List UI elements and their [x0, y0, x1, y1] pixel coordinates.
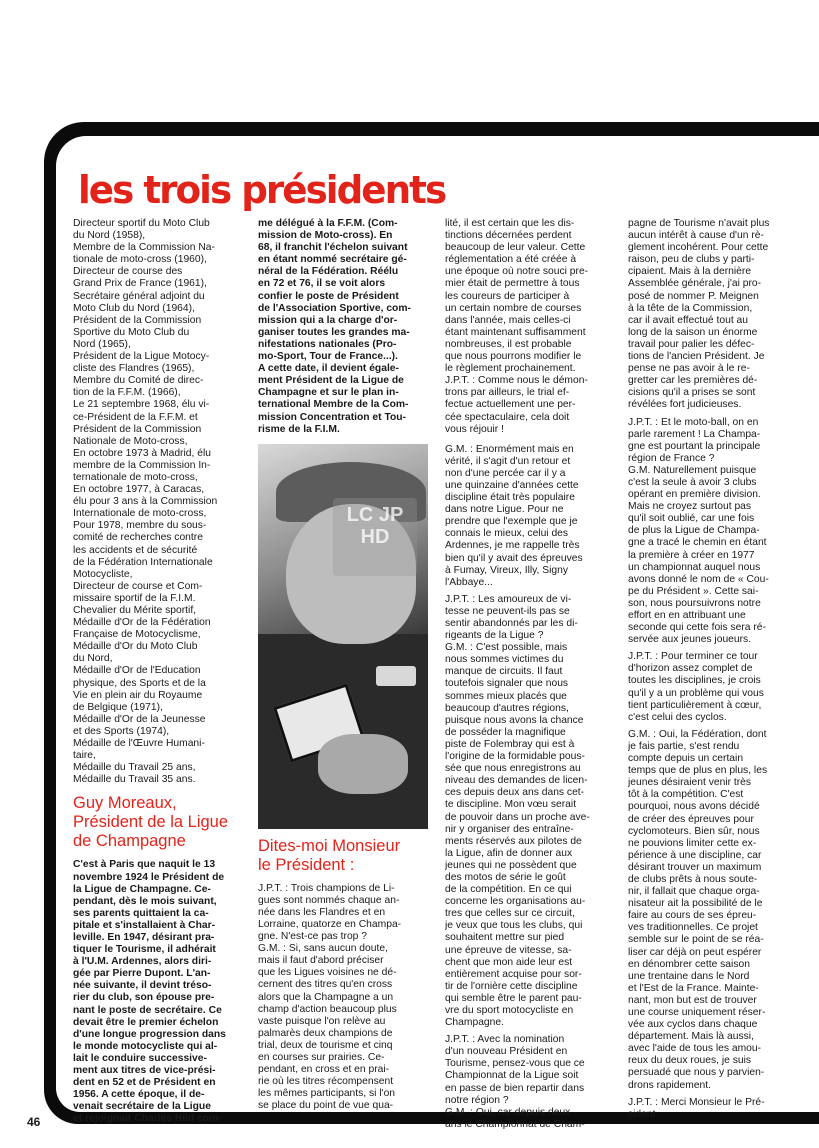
- text-line: cernent des titres qu'en cross: [258, 979, 393, 991]
- text-line: vous réjouir !: [445, 423, 504, 435]
- text-line: notre région ?: [445, 1094, 509, 1106]
- column-4: [628, 218, 808, 1121]
- text-line: ment aux titres de vice-prési-: [73, 1065, 216, 1076]
- text-line: le monde motocycliste qui al-: [73, 1040, 218, 1052]
- text-line: avons donné le nom de « Cou-: [628, 573, 769, 585]
- text-line: lité, il est certain que les dis-: [445, 218, 575, 229]
- text-line: ves traditionnelles. Ce projet: [628, 922, 758, 934]
- text-line: une course uniquement réser-: [628, 1007, 766, 1018]
- text-line: G.M. : C'est possible, mais: [445, 642, 568, 654]
- text-line: C'est à Paris que naquit le 13: [73, 859, 216, 871]
- text-line: se place du point de vue qua-: [258, 1100, 394, 1112]
- text-line: Médaille de l'Œuvre Humani-: [73, 738, 205, 750]
- text-line: ces depuis deux ans dans cet-: [445, 787, 585, 799]
- text-line: un certain nombre de courses: [445, 302, 582, 314]
- text-line: En octobre 1977, à Caracas,: [73, 484, 205, 496]
- text-line: puisque nous avons la chance: [445, 714, 584, 726]
- text-line: lait le conduire successive-: [73, 1052, 207, 1064]
- text-line: de l'Association Sportive, com-: [258, 302, 411, 314]
- text-line: pe du Président ». Cette sai-: [628, 585, 759, 597]
- text-line: ce-Président de la F.F.M. et: [73, 411, 198, 423]
- interview-paragraph: [445, 594, 615, 1029]
- text-line: ment Président de la Ligue de: [258, 375, 404, 387]
- text-line: ne pouvions limiter cette ex-: [628, 837, 757, 849]
- text-line: Médaille du Travail 35 ans.: [73, 774, 196, 786]
- text-line: mission de Moto-cross). En: [258, 230, 393, 242]
- text-line: Médaille d'Or de la Fédération: [73, 617, 211, 629]
- interview-paragraph: [628, 1097, 808, 1121]
- text-line: nombreuses, il est probable: [445, 338, 572, 350]
- text-line: car il avait effectué tout au: [628, 314, 749, 326]
- text-line: raison, peu de clubs y parti-: [628, 254, 755, 266]
- text-line: d'horizon assez complet de: [628, 663, 753, 675]
- text-line: gne est pourtant la principale: [628, 440, 761, 452]
- text-line: Sportive du Moto Club du: [73, 326, 190, 338]
- interview-subhead: [258, 837, 428, 875]
- text-line: sommes mieux placés que: [445, 690, 567, 702]
- text-line: A cette date, il devient égale-: [258, 363, 399, 375]
- text-line: tiquer le Tourisme, il adhérait: [73, 944, 216, 956]
- text-line: une épreuve de vitesse, sa-: [445, 944, 572, 956]
- text-line: née suivante, il devint tréso-: [73, 980, 212, 992]
- text-line: de pouvoir dans un proche ave-: [445, 811, 590, 823]
- text-line: discipline était très populaire: [445, 492, 575, 504]
- text-line: gues sont nommés chaque an-: [258, 894, 400, 906]
- text-line: ternational Membre de la Com-: [258, 399, 409, 411]
- text-line: des motos de série le goût: [445, 871, 566, 883]
- text-line: vée aux cyclos dans chaque: [628, 1019, 758, 1031]
- article-headline: les trois présidents: [78, 168, 446, 212]
- text-line: du Nord,: [73, 653, 113, 665]
- text-line: ganiser toutes les grandes ma-: [258, 326, 410, 338]
- text-line: gée par Pierre Dupont. L'an-: [73, 968, 211, 980]
- text-line: étant maintenant suffisamment: [445, 326, 586, 338]
- text-line: rier du club, son épouse pre-: [73, 992, 215, 1004]
- text-line: Motocycliste,: [73, 568, 133, 580]
- text-line: gretter car les premières dé-: [628, 375, 758, 387]
- text-line: je veux que tous les clubs, qui: [445, 920, 583, 932]
- text-line: G.M. : Enormément mais en: [445, 443, 574, 455]
- text-line: travail pour palier les défec-: [628, 338, 755, 350]
- text-line: souhaitent mettre sur pied: [445, 932, 565, 944]
- text-line: en dénombrer cette saison: [628, 958, 750, 970]
- interview-paragraph: [445, 218, 615, 436]
- text-line: toutes les disciplines, je crois: [628, 675, 761, 687]
- text-line: un championnat auquel nous: [628, 561, 761, 573]
- text-line: Le 21 septembre 1968, élu vi-: [73, 399, 210, 411]
- text-line: mier était de permettre à tous: [445, 278, 580, 290]
- text-line: Directeur de course des: [73, 266, 183, 278]
- text-line: J.P.T. : Et le moto-ball, on en: [628, 416, 759, 428]
- text-line: Médaille d'Or de l'Education: [73, 665, 201, 677]
- text-line: glement incohérent. Pour cette: [628, 242, 769, 254]
- text-line: Pour 1978, membre du sous-: [73, 520, 207, 532]
- text-line: de posséder la magnifique: [445, 726, 566, 738]
- interview-paragraph: [445, 1034, 615, 1131]
- text-line: long de la saison un énorme: [628, 326, 758, 338]
- text-line: tions de l'ancien Président. Je: [628, 351, 765, 363]
- text-line: une quinzaine d'années cette: [445, 479, 579, 491]
- page-number: 46: [27, 1115, 41, 1129]
- text-line: Président de la Ligue Motocy-: [73, 351, 210, 363]
- text-line: ternationale de moto-cross,: [73, 471, 198, 483]
- interview-paragraph: [445, 444, 615, 589]
- text-line: parle rarement ! La Champa-: [628, 428, 761, 440]
- text-line: en passe de bien repartir dans: [445, 1082, 585, 1094]
- text-line: J.P.T. : Merci Monsieur le Pré-: [628, 1096, 765, 1108]
- text-line: dent en 52 et de Président en: [73, 1077, 216, 1089]
- text-line: Directeur sportif du Moto Club: [73, 218, 210, 229]
- text-line: manque de circuits. Il faut: [445, 666, 563, 678]
- text-line: te discipline. Mon vœu serait: [445, 799, 577, 811]
- text-line: réglementation a été créée à: [445, 254, 577, 266]
- text-line: opérant en première division.: [628, 489, 761, 501]
- text-line: pagne de Tourisme n'avait plus: [628, 218, 770, 229]
- text-line: J.P.T. : Les amoureux de vi-: [445, 593, 572, 605]
- text-line: son, nous poursuivrons notre: [628, 597, 761, 609]
- text-line: faire au cours de ses épreu-: [628, 910, 757, 922]
- text-line: rie où les titres récompensent: [258, 1076, 394, 1088]
- text-line: Lorraine, quatorze en Champa-: [258, 918, 402, 930]
- text-line: le règlement prochainement.: [445, 363, 576, 375]
- text-line: née dans les Flandres et en: [258, 906, 386, 918]
- text-line: temps que de plus en plus, les: [628, 765, 768, 777]
- text-line: dans l'année, mais celles-ci: [445, 314, 571, 326]
- text-line: région de France ?: [628, 452, 715, 464]
- text-line: une trentaine dans le Nord: [628, 970, 750, 982]
- text-line: entièrement acquise pour sor-: [445, 968, 582, 980]
- text-line: G.M. : Oui, la Fédération, dont: [628, 728, 767, 740]
- text-line: missaire sportif de la F.I.M.: [73, 592, 196, 604]
- text-line: tres que celles sur ce circuit,: [445, 908, 575, 920]
- text-line: Directeur de course et Com-: [73, 580, 203, 592]
- text-line: en étant nommé secrétaire gé-: [258, 254, 407, 266]
- text-line: Membre du Comité de direc-: [73, 375, 204, 387]
- text-line: mais il faut d'abord préciser: [258, 955, 384, 967]
- text-line: et rejoignait Charles Hild com-: [73, 1113, 222, 1125]
- text-line: Secrétaire général adjoint du: [73, 290, 205, 302]
- bio-continuation: [258, 218, 428, 436]
- text-line: avec l'aide de tous les amou-: [628, 1043, 762, 1055]
- text-line: membre de la Commission In-: [73, 459, 211, 471]
- text-line: sident.: [628, 1108, 659, 1120]
- text-line: Médaille d'Or de la Jeunesse: [73, 713, 206, 725]
- text-line: alors que la Champagne a un: [258, 991, 394, 1003]
- text-line: tir de l'ornière cette discipline: [445, 980, 578, 992]
- text-line: l'origine de la formidable pous-: [445, 751, 585, 763]
- text-line: prendre que l'exemple que je: [445, 516, 578, 528]
- text-line: drons rapidement.: [628, 1079, 711, 1091]
- text-line: physique, des Sports et de la: [73, 677, 206, 689]
- text-line: Ardennes, je me rappelle très: [445, 540, 580, 552]
- text-line: élu pour 3 ans à la Commission: [73, 496, 218, 508]
- text-line: semble sur le point de se réa-: [628, 934, 764, 946]
- text-line: beaucoup de leur valeur. Cette: [445, 242, 586, 254]
- text-line: seconde qui cette fois sera ré-: [628, 622, 766, 634]
- interview-paragraph: [628, 218, 808, 412]
- text-line: Moto Club du Nord (1964),: [73, 302, 195, 314]
- text-line: tionale de moto-cross (1960),: [73, 254, 207, 266]
- text-line: J.P.T. : Comme nous le démon-: [445, 375, 588, 387]
- text-line: la Ligue de Champagne. Ce-: [73, 883, 211, 895]
- interview-paragraph: [628, 417, 808, 647]
- text-line: jeunes désiraient venir très: [628, 777, 752, 789]
- text-line: à Fumay, Vireux, Illy, Signy: [445, 564, 569, 576]
- text-line: Internationale de moto-cross,: [73, 508, 207, 520]
- text-line: nant le poste de secrétaire. Ce: [73, 1004, 222, 1016]
- text-line: gne a tracé le chemin en étant: [628, 537, 767, 549]
- text-line: cliste des Flandres (1965),: [73, 363, 195, 375]
- text-line: nir, il fallait que chaque orga-: [628, 886, 760, 898]
- text-line: jeunes qui ne possèdent que: [445, 859, 577, 871]
- text-line: en 72 et 76, il se voit alors: [258, 278, 386, 290]
- text-line: ans le Championnat de Cham-: [445, 1118, 585, 1130]
- watermark-logo: LC JP HD: [333, 498, 417, 576]
- text-line: Champagne.: [445, 1017, 504, 1029]
- text-line: Tourisme, pensez-vous que ce: [445, 1058, 585, 1070]
- text-line: cipaient. Mais à la dernière: [628, 266, 752, 278]
- text-line: leville. En 1947, désirant pra-: [73, 931, 215, 943]
- text-line: révélées fort judicieuses.: [628, 399, 742, 411]
- text-line: dans notre Ligue. Pour ne: [445, 504, 564, 516]
- text-line: qui semble être le parent pau-: [445, 992, 582, 1004]
- text-line: vaste puisque l'on relève au: [258, 1015, 386, 1027]
- text-line: Vie en plein air du Royaume: [73, 689, 203, 701]
- text-line: posé de nommer P. Meignen: [628, 290, 759, 302]
- text-line: de la compétition. En ce qui: [445, 884, 572, 896]
- text-line: pitale et s'installaient à Char-: [73, 919, 216, 931]
- text-line: piste de Folembray qui est à: [445, 738, 575, 750]
- text-line: G.M. Naturellement puisque: [628, 464, 757, 476]
- text-line: tinctions décernées perdent: [445, 230, 572, 242]
- text-line: et des Sports (1974),: [73, 725, 170, 737]
- text-line: Président de la Commission: [73, 314, 202, 326]
- text-line: d'un nouveau Président en: [445, 1046, 568, 1058]
- text-line: En octobre 1973 à Madrid, élu: [73, 447, 211, 459]
- text-line: pendant, dès le mois suivant,: [73, 895, 217, 907]
- text-line: liser car déjà on peut espérer: [628, 946, 762, 958]
- text-line: nisateur ait la possibilité de le: [628, 898, 763, 910]
- text-line: de clubs prêts à nous soute-: [628, 873, 758, 885]
- text-line: à l'U.M. Ardennes, alors diri-: [73, 956, 212, 968]
- text-line: 68, il franchit l'échelon suivant: [258, 242, 408, 254]
- text-line: ses parents quittaient la ca-: [73, 907, 209, 919]
- text-line: de Champagne: [73, 832, 186, 851]
- career-list: [73, 218, 245, 786]
- text-line: taire,: [73, 750, 96, 762]
- text-line: tôt à la compétition. C'est: [628, 789, 744, 801]
- text-line: d'une longue progression dans: [73, 1028, 226, 1040]
- text-line: devait être le premier échelon: [73, 1016, 219, 1028]
- text-line: nir y organiser des entraîne-: [445, 823, 574, 835]
- text-line: de Belgique (1971),: [73, 701, 163, 713]
- text-line: J.P.T. : Pour terminer ce tour: [628, 651, 758, 663]
- text-line: de la Fédération Internationale: [73, 556, 213, 568]
- text-line: tient particulièrement à cœur,: [628, 699, 762, 711]
- text-line: tion de la F.F.M. (1966),: [73, 387, 181, 399]
- text-line: de plus la Ligue de Champa-: [628, 525, 760, 537]
- text-line: niveau des demandes de licen-: [445, 775, 588, 787]
- text-line: mission Concentration et Tou-: [258, 411, 406, 423]
- text-line: périence à une discipline, car: [628, 849, 762, 861]
- text-line: me délégué à la F.F.M. (Com-: [258, 218, 398, 229]
- text-line: Assemblée générale, j'ai pro-: [628, 278, 762, 290]
- text-line: venait secrétaire de la Ligue: [73, 1101, 211, 1113]
- text-line: palmarès deux champions de: [258, 1027, 393, 1039]
- text-line: désirant trouver un maximum: [628, 861, 762, 873]
- text-line: confier le poste de Président: [258, 290, 399, 302]
- text-line: fectue actuellement une per-: [445, 399, 576, 411]
- text-line: c'est celui des cyclos.: [628, 711, 727, 723]
- text-line: que nous pourrons modifier le: [445, 351, 582, 363]
- text-line: sée que nous enregistrons au: [445, 763, 581, 775]
- text-line: néral de la Fédération. Réélu: [258, 266, 399, 278]
- text-line: trons par ailleurs, le trial ef-: [445, 387, 570, 399]
- text-line: je fais partie, s'est rendu: [628, 740, 740, 752]
- text-line: Nord (1965),: [73, 338, 131, 350]
- text-line: Guy Moreaux,: [73, 794, 177, 813]
- text-line: que les Ligues voisines ne dé-: [258, 967, 397, 979]
- text-line: novembre 1924 le Président de: [73, 871, 225, 883]
- text-line: chent que mon aide leur est: [445, 956, 573, 968]
- text-line: Mais ne croyez surtout pas: [628, 501, 752, 513]
- text-line: Chevalier du Mérite sportif,: [73, 605, 197, 616]
- text-line: Président de la Commission: [73, 423, 202, 435]
- text-line: la Ligue, afin de donner aux: [445, 847, 573, 859]
- guy-moreaux-bio: [73, 859, 245, 1125]
- text-line: mo-Sport, Tour de France...).: [258, 351, 398, 363]
- interview-paragraph: [628, 651, 808, 724]
- text-line: Française de Motocyclisme,: [73, 629, 201, 641]
- text-line: sentir abandonnés par les di-: [445, 618, 578, 629]
- text-line: une époque où notre souci pre-: [445, 266, 589, 278]
- text-line: gne. N'est-ce pas trop ?: [258, 931, 367, 943]
- text-line: la première à créer en 1977: [628, 549, 755, 561]
- text-line: les mêmes participants, si l'on: [258, 1088, 396, 1100]
- text-line: cisions qu'il a prises se sont: [628, 387, 756, 399]
- text-line: champ d'action beaucoup plus: [258, 1003, 397, 1015]
- text-line: les accidents et de sécurité: [73, 544, 198, 556]
- text-line: Membre de la Commission Na-: [73, 242, 215, 254]
- column-3: [445, 218, 615, 1131]
- column-1: [73, 218, 245, 1125]
- text-line: tesse ne peuvent-ils pas se: [445, 605, 570, 617]
- text-line: les coureurs de participer à: [445, 290, 570, 302]
- text-line: Président de la Ligue: [73, 813, 229, 832]
- text-line: Dites-moi Monsieur: [258, 836, 401, 855]
- text-line: vre du sport motocycliste en: [445, 1005, 574, 1016]
- text-line: reux du deux roues, je suis: [628, 1055, 752, 1067]
- text-line: en courses sur prairies. Ce-: [258, 1052, 385, 1063]
- text-line: de créer des épreuves pour: [628, 813, 754, 825]
- text-line: qu'il y a un problème qui vous: [628, 687, 764, 699]
- text-line: Champagne et sur le plan in-: [258, 387, 399, 399]
- text-line: Nationale de Moto-cross,: [73, 435, 188, 447]
- text-line: G.M. : Oui, car depuis deux: [445, 1106, 571, 1118]
- text-line: ments réservés aux pilotes de: [445, 835, 582, 847]
- text-line: l'Abbaye...: [445, 576, 493, 588]
- text-line: Grand Prix de France (1961),: [73, 278, 207, 290]
- text-line: J.P.T. : Trois champions de Li-: [258, 882, 395, 894]
- text-line: du Nord (1958),: [73, 230, 146, 242]
- text-line: nant, mon but est de trouver: [628, 994, 757, 1006]
- interview-paragraph: [628, 729, 808, 1092]
- text-line: non d'une percée car il y a: [445, 467, 566, 479]
- text-line: Médaille du Travail 25 ans,: [73, 762, 196, 774]
- text-line: risme de la F.I.M.: [258, 423, 340, 435]
- text-line: beaucoup d'autres régions,: [445, 702, 569, 714]
- text-line: cyclomoteurs. Bien sûr, nous: [628, 825, 760, 837]
- text-line: nifestations nationales (Pro-: [258, 338, 397, 350]
- column-2: [258, 218, 428, 1112]
- text-line: effort en en attribuant une: [628, 610, 746, 621]
- text-line: le Président :: [258, 855, 355, 874]
- text-line: à la tête de la Commission,: [628, 302, 753, 314]
- text-line: pourquoi, nous avons décidé: [628, 801, 760, 813]
- text-line: rigeants de la Ligue ?: [445, 630, 544, 642]
- text-line: G.M. : Si, sans aucun doute,: [258, 943, 388, 955]
- text-line: comité de recherches contre: [73, 532, 203, 544]
- text-line: 1956. A cette époque, il de-: [73, 1089, 205, 1101]
- text-line: qu'il soit oublié, car une fois: [628, 513, 755, 525]
- text-line: toutefois signaler que nous: [445, 678, 569, 690]
- text-line: servée aux jeunes joueurs.: [628, 634, 752, 646]
- text-line: persuadé que nous y parvien-: [628, 1067, 765, 1079]
- interview-text: [258, 883, 428, 1113]
- text-line: mission qui a la charge d'or-: [258, 314, 398, 326]
- text-line: cée spectaculaire, cela doit: [445, 411, 570, 423]
- text-line: Médaille d'Or du Moto Club: [73, 641, 198, 653]
- text-line: pense ne pas avoir à le re-: [628, 363, 750, 375]
- guy-moreaux-subhead: [73, 794, 245, 851]
- text-line: nous sommes victimes du: [445, 654, 564, 666]
- text-line: compte depuis un certain: [628, 753, 744, 765]
- text-line: bien qu'il y avait des épreuves: [445, 552, 583, 564]
- text-line: et l'Est de la France. Mainte-: [628, 982, 759, 994]
- text-line: pendant, en cross et en prai-: [258, 1064, 390, 1076]
- text-line: vérité, il s'agit d'un retour et: [445, 455, 571, 467]
- text-line: c'est la seule à avoir 3 clubs: [628, 476, 757, 488]
- text-line: J.P.T. : Avec la nomination: [445, 1034, 565, 1046]
- text-line: connais le mieux, celui des: [445, 528, 569, 540]
- text-line: aucun intérêt à cause d'un rè-: [628, 230, 764, 242]
- text-line: trial, deux de tourisme et cinq: [258, 1039, 393, 1051]
- text-line: Championnat de la Ligue soit: [445, 1070, 579, 1082]
- text-line: département. Mais là aussi,: [628, 1031, 754, 1043]
- text-line: concerne les organisations au-: [445, 896, 586, 908]
